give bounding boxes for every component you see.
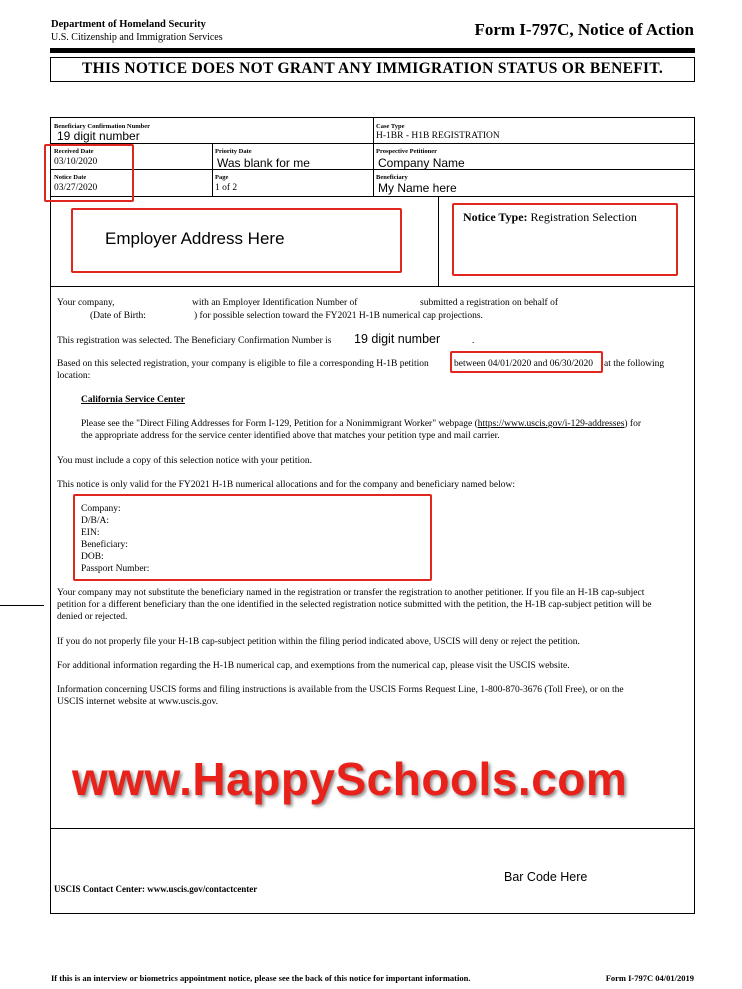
service-center: California Service Center [81,395,185,405]
body-p8: If you do not properly file your H-1B cap-subject petition within the filing period indicated above, USCIS will deny or reject the petition. [57,637,580,647]
notice-type-value: Registration Selection [530,210,637,224]
body-p4-c: the appropriate address for the service center identified above that matches your petition type and mail carrier. [81,431,500,441]
prospective-petitioner: Company Name [378,156,465,170]
body-p1-d: (Date of Birth: [90,311,146,321]
margin-tick [0,605,44,606]
dates-highlight [44,144,134,202]
body-p1-a: Your company, [57,298,115,308]
body-p4-text: Please see the "Direct Filing Addresses for Form I-129, Petition for a Nonimmigrant Worker" webpage ( [81,419,478,429]
status-banner: THIS NOTICE DOES NOT GRANT ANY IMMIGRATION STATUS OR BENEFIT. [50,57,695,82]
field-label: Notice Date [54,174,87,181]
i129-address-link[interactable]: https://www.uscis.gov/i-129-addresses [477,419,625,429]
body-p9: For additional information regarding the H-1B numerical cap, and exemptions from the numerical cap, please visit the USCIS website. [57,661,570,671]
notice-date: 03/27/2020 [54,183,98,193]
department-name: Department of Homeland Security [51,19,206,30]
notice-type-label: Notice Type: [463,210,528,224]
beneficiary-details-highlight [73,494,432,581]
page-number: 1 of 2 [215,183,238,193]
form-title: Form I-797C, Notice of Action [474,20,694,39]
row-divider [51,286,694,287]
body-p10-a: Information concerning USCIS forms and filing instructions is available from the USCIS Forms Request Line, 1-800-870-3676 (Toll Free), or on the [57,685,624,695]
footer-form-id: Form I-797C 04/01/2019 [605,973,694,983]
body-p7-c: denied or rejected. [57,612,128,622]
field-label: Prospective Petitioner [376,148,438,155]
col-divider [212,143,213,196]
body-list-item: D/B/A: [81,516,109,526]
employer-address: Employer Address Here [105,229,285,248]
body-list-item: EIN: [81,528,100,538]
body-p3-d: location: [57,371,91,381]
body-list-item: Company: [81,504,121,514]
col-divider [438,196,439,286]
filing-period: between 04/01/2020 and 06/30/2020 [454,359,594,369]
agency-name: U.S. Citizenship and Immigration Services [51,32,223,43]
body-p4-text-end: ) for [624,419,642,429]
body-p7-a: Your company may not substitute the beneficiary named in the registration or transfer the registration to another petitioner. If you file an H-1B cap-subject [57,588,645,598]
barcode-placeholder: Bar Code Here [504,870,588,884]
contact-center: USCIS Contact Center: www.uscis.gov/contactcenter [54,884,258,894]
footer-notice: If this is an interview or biometrics appointment notice, please see the back of this notice for important information. [51,973,471,983]
header-rule [50,48,695,53]
body-p1-e: ) for possible selection toward the FY2021 H-1B numerical cap projections. [194,311,483,321]
field-label: Beneficiary [376,174,408,181]
col-divider [373,118,374,196]
body-p6: This notice is only valid for the FY2021 H-1B numerical allocations and for the company and beneficiary named below: [57,480,515,490]
body-p3-c: at the following [604,359,665,369]
case-type: H-1BR - H1B REGISTRATION [376,131,500,141]
address-highlight [71,208,402,273]
filing-period-highlight [450,351,603,373]
priority-date: Was blank for me [217,156,310,170]
row-divider [51,828,694,829]
body-p10-b: USCIS internet website at www.uscis.gov. [57,697,219,707]
body-list-item: Beneficiary: [81,540,128,550]
row-divider [51,196,694,197]
beneficiary-confirmation-number: 19 digit number [57,129,140,143]
watermark-text: www.HappySchools.com [72,753,628,805]
body-p1-b: with an Employer Identification Number of [192,298,358,308]
received-date: 03/10/2020 [54,157,98,167]
field-label: Page [215,174,229,181]
body-p4-a [81,418,641,431]
body-p1-c: submitted a registration on behalf of [420,298,558,308]
body-p3-a: Based on this selected registration, your company is eligible to file a corresponding H-1B petition [57,359,429,369]
body-p2-c: . [472,336,475,346]
field-label: Case Type [376,123,405,130]
field-label: Received Date [54,148,94,155]
body-list-item: DOB: [81,552,104,562]
confirmation-number-inline: 19 digit number [354,332,441,346]
body-list-item: Passport Number: [81,564,150,574]
body-p7-b: petition for a different beneficiary than the one identified in the selected registration notice submitted with the petition, the H-1B cap-subject petition will be [57,600,652,610]
field-label: Priority Date [215,148,252,155]
notice-type-highlight [452,203,678,276]
body-p2-a: This registration was selected. The Beneficiary Confirmation Number is [57,336,332,346]
body-p5: You must include a copy of this selection notice with your petition. [57,456,312,466]
beneficiary-name: My Name here [378,181,457,195]
field-label: Beneficiary Confirmation Number [54,123,151,130]
